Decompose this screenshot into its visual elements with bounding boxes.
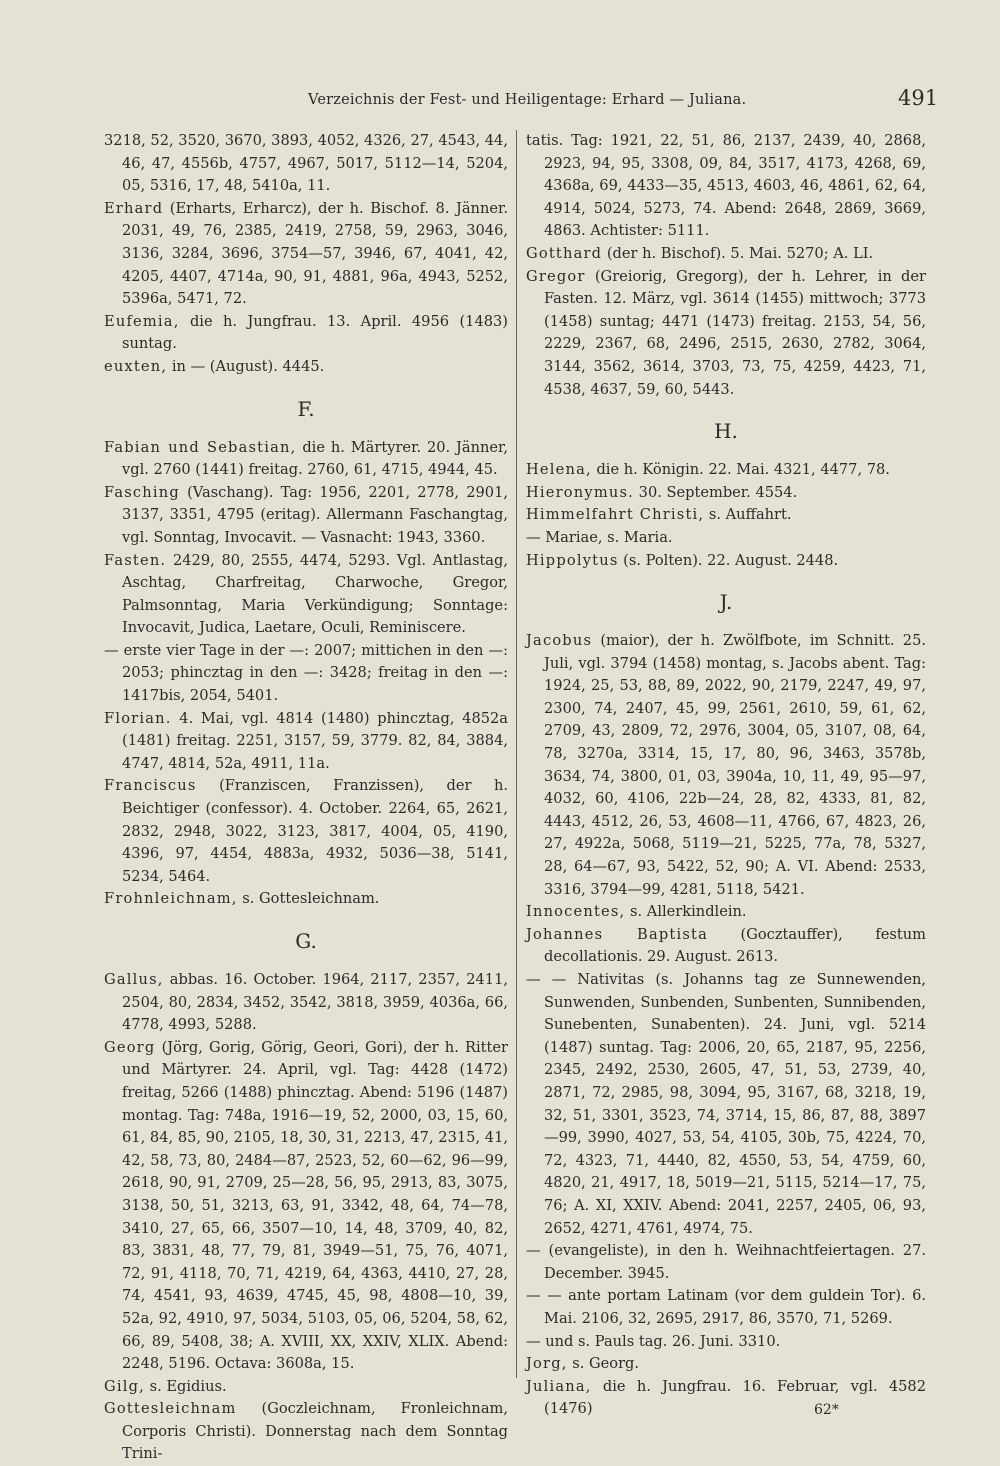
entry-lemma: Gottesleichnam (104, 1400, 237, 1418)
entry-innocentes (526, 901, 926, 924)
entry-text: (Greiorig, Gregorg), der h. Lehrer, in der Fasten. 12. März, vgl. 3614 (1455) mittwoch; 3773 (1458) suntag; 4471 (1473) freitag. 2153, 54, 56, 2229, 2367, 68, 2496, 2515, 2630, 2782, 3064, 3144, 3562, 3614, 3703, 73, 75, 4259, 4423, 71, 4538, 4637, 59, 60, 5443. (544, 267, 926, 398)
entry-evangeliste: — (evangeliste), in den h. Weihnachtfeiertagen. 27. December. 3945. (526, 1242, 926, 1282)
entry-text: (Erharts, Erharcz), der h. Bischof. 8. Jänner. 2031, 49, 76, 2385, 2419, 2758, 59, 2963, 3046, 3136, 3284, 3696, 3754—57, 3946, 67, 4041, 42, 4205, 4407, 4714a, 90, 91, 4881, 96a, 4943, 5252, 5396a, 5471, 72. (122, 199, 508, 308)
entry-gottesleichnam-continuation: tatis. Tag: 1921, 22, 51, 86, 2137, 2439, 40, 2868, 2923, 94, 95, 3308, 09, 84, 3517, 4173, 4268, 69, 4368a, 69, 4433—35, 4513, 4603, 46, 4861, 62, 64, 4914, 5024, 5273, 74. Abend: 2648, 2869, 3669, 4863. Achtister: 5111. (526, 132, 926, 240)
entry-johannes (526, 924, 926, 969)
entry-georg (104, 1037, 508, 1376)
right-column (526, 130, 926, 1421)
section-heading-g: G. (295, 929, 317, 953)
entry-franciscus (104, 775, 508, 888)
entry-pauls: — und s. Pauls tag. 26. Juni. 3310. (526, 1332, 781, 1350)
entry-lemma: Gotthard (526, 244, 603, 262)
entry-erhard (104, 198, 508, 311)
entry-florian (104, 708, 508, 776)
entry-gilg (104, 1376, 508, 1399)
entry-gallus (104, 969, 508, 1037)
entry-euxten (104, 356, 508, 379)
entry-frohnleichnam (104, 888, 508, 911)
running-head: Verzeichnis der Fest- und Heiligentage: Erhard — Juliana. (308, 92, 747, 108)
entry-fabian (104, 437, 508, 482)
entry-helena (526, 459, 926, 482)
entry-hieronymus (526, 482, 926, 505)
entry-lemma: Gilg, (104, 1377, 145, 1395)
entry-text: s. Allerkindlein. (630, 903, 747, 921)
entry-eufemia (104, 311, 508, 356)
entry-gregor (526, 266, 926, 402)
page-number: 491 (898, 86, 939, 110)
entry-fasten (104, 550, 508, 640)
entry-ante-portam: — — ante portam Latinam (vor dem guldein Tor). 6. Mai. 2106, 32, 2695, 2917, 86, 3570, 71, 5269. (526, 1287, 926, 1327)
entry-lemma: Gregor (526, 267, 586, 285)
entry-lemma: Himmelfahrt Christi, (526, 506, 705, 524)
entry-lemma: Innocentes, (526, 903, 626, 921)
entry-text: 30. September. 4554. (638, 483, 798, 501)
entry-text: 2429, 80, 2555, 4474, 5293. Vgl. Antlastag, Aschtag, Charfreitag, Charwoche, Gregor, Palmsonntag, Maria Verkündigung; Sonntage: Invocavit, Judica, Laetare, Oculi, Reminiscere. (122, 551, 508, 637)
entry-lemma: Juliana, (526, 1377, 592, 1395)
entry-lemma: Jorg, (526, 1355, 568, 1373)
entry-lemma: Frohnleichnam, (104, 890, 238, 908)
entry-text: die h. Königin. 22. Mai. 4321, 4477, 78. (596, 461, 890, 479)
entry-text: (Jörg, Gorig, Görig, Geori, Gori), der h. Ritter und Märtyrer. 24. April, vgl. Tag: 4428 (1472) freitag, 5266 (1488) phincztag. Abend: 5196 (1487) montag. Tag: 748a, 1916—19, 52, 2000, 03, 15, 60, 61, 84, 85, 90, 2105, 18, 30, 31, 2213, 47, 2315, 41, 42, 58, 73, 80, 2484—87, 2523, 52, 60—62, 96—99, 2618, 90, 91, 2709, 25—28, 56, 95, 2913, 83, 3075, 3138, 50, 51, 3213, 63, 91, 3342, 48, 64, 74—78, 3410, 27, 65, 66, 3507—10, 14, 48, 3709, 40, 82, 83, 3831, 48, 77, 79, 81, 3949—51, 75, 76, 4071, 72, 91, 4118, 70, 71, 4219, 64, 4363, 4410, 27, 28, 74, 4541, 93, 4639, 4745, 45, 98, 4808—10, 39, 52a, 92, 4910, 97, 5034, 5103, 05, 06, 5204, 58, 62, 66, 89, 5408, 38; A. XVIII, XX, XXIV, XLIX. Abend: 2248, 5196. Octava: 3608a, 15. (122, 1038, 509, 1373)
entry-hippolytus (526, 550, 926, 573)
entry-lemma: Gallus, (104, 971, 164, 988)
entry-lemma: Jacobus (526, 632, 593, 650)
entry-jacobus (526, 630, 926, 901)
entry-fasten-sub: — erste vier Tage in der —: 2007; mittichen in den —: 2053; phincztag in den —: 3428; freitag in den —: 1417bis, 2054, 5401. (104, 641, 508, 705)
entry-himmelfahrt (526, 504, 926, 527)
entry-lemma: Hieronymus. (526, 483, 635, 501)
entry-gottesleichnam (104, 1398, 508, 1466)
entry-jorg (526, 1353, 926, 1376)
entry-text: (der h. Bischof). 5. Mai. 5270; A. LI. (606, 244, 874, 262)
entry-text: die h. Märtyrer. 20. Jänner, vgl. 2760 (1441) freitag. 2760, 61, 4715, 4944, 45. (122, 438, 509, 479)
entry-lemma: Johannes Baptista (526, 925, 708, 943)
entry-text: (s. Polten). 22. August. 2448. (623, 551, 839, 569)
entry-lemma: Helena, (526, 461, 592, 479)
entry-lemma: Fasten. (104, 551, 167, 569)
entry-mariae: — Mariae, s. Maria. (526, 528, 673, 546)
entry-text: (Gocztauffer), festum decollationis. 29. August. 2613. (544, 925, 927, 966)
entry-lemma: Erhard (104, 199, 164, 217)
section-heading-h: H. (714, 419, 738, 444)
entry-text: in — (August). 4445. (171, 357, 325, 375)
entry-lemma: Fasching (104, 483, 180, 501)
entry-lemma: Eufemia, (104, 312, 180, 330)
entry-lemma: Hippolytus (526, 551, 619, 569)
entry-text: (maior), der h. Zwölfbote, im Schnitt. 25. Juli, vgl. 3794 (1458) montag, s. Jacobs abent. Tag: 1924, 25, 53, 88, 89, 2022, 90, 2179, 2247, 49, 97, 2300, 74, 2407, 45, 99, 2561, 2610, 59, 61, 62, 2709, 43, 2809, 72, 2976, 3004, 05, 3107, 08, 64, 78, 3270a, 3314, 15, 17, 80, 96, 3463, 3578b, 3634, 74, 3800, 01, 03, 3904a, 10, 11, 49, 95—97, 4032, 60, 4106, 22b—24, 28, 82, 4333, 81, 82, 4443, 4512, 26, 53, 4608—11, 4766, 67, 4823, 26, 27, 4922a, 5068, 5119—21, 5225, 77a, 78, 5327, 28, 64—67, 93, 5422, 52, 90; A. VI. Abend: 2533, 3316, 3794—99, 4281, 5118, 5421. (544, 632, 927, 898)
entry-juliana (526, 1376, 926, 1421)
entry-text: die h. Jungfrau. 16. Februar, vgl. 4582 (1476) (544, 1377, 926, 1418)
entry-text: (Goczleichnam, Fronleichnam, Corporis Christi). Donnerstag nach dem Sonntag Trini- (122, 1400, 508, 1463)
entry-lemma: euxten, (104, 357, 168, 375)
entry-lemma: Georg (104, 1038, 156, 1056)
signature-mark: 62* (814, 1402, 839, 1418)
entry-text: (Vaschang). Tag: 1956, 2201, 2778, 2901, 3137, 3351, 4795 (eritag). Allermann Faschangtag, vgl. Sonntag, Invocavit. — Vasnacht: 1943, 3360. (122, 483, 508, 546)
entry-lemma: Franciscus (104, 777, 197, 795)
entry-text: s. Gottesleichnam. (242, 890, 380, 908)
entry-text: 4. Mai, vgl. 4814 (1480) phincztag, 4852a (1481) freitag. 2251, 3157, 59, 3779. 82, 84, 3884, 4747, 4814, 52a, 4911, 11a. (122, 709, 509, 772)
entry-text: (Franziscen, Franzissen), der h. Beichtiger (confessor). 4. October. 2264, 65, 2621, 2832, 2948, 3022, 3123, 3817, 4004, 05, 4190, 4396, 97, 4454, 4883a, 4932, 5036—38, 5141, 5234, 5464. (122, 777, 509, 885)
entry-text: s. Auffahrt. (708, 506, 792, 524)
section-heading-f: F. (297, 396, 315, 421)
entry-text: s. Georg. (572, 1355, 640, 1373)
entry-text: s. Egidius. (149, 1377, 227, 1395)
entry-lemma: Fabian und Sebastian, (104, 438, 297, 456)
section-heading-j: J. (719, 590, 733, 615)
entry-text: die h. Jungfrau. 13. April. 4956 (1483) suntag. (122, 312, 508, 353)
entry-text: abbas. 16. October. 1964, 2117, 2357, 2411, 2504, 80, 2834, 3452, 3542, 3818, 3959, 4036a, 66, 4778, 4993, 5288. (122, 971, 508, 1034)
left-column (104, 130, 508, 1466)
entry-nativitas: — — Nativitas (s. Johanns tag ze Sunnewenden, Sunwenden, Sunbenden, Sunbenten, Sunnibenden, Sunebenten, Sunabenten). 24. Juni, vgl. 5214 (1487) suntag. Tag: 2006, 20, 65, 2187, 95, 2256, 2345, 2492, 2530, 2605, 47, 51, 53, 2739, 40, 2871, 72, 2985, 98, 3094, 95, 3167, 68, 3218, 19, 32, 51, 3301, 3523, 74, 3714, 15, 86, 87, 88, 3897—99, 3990, 4027, 53, 54, 4105, 30b, 75, 4224, 70, 72, 4323, 71, 4440, 82, 4550, 53, 54, 4759, 60, 4820, 21, 4917, 18, 5019—21, 5115, 5214—17, 75, 76; A. XI, XXIV. Abend: 2041, 2257, 2405, 06, 93, 2652, 4271, 4761, 4974, 75. (526, 971, 926, 1237)
column-divider (516, 130, 517, 1378)
entry-fasching (104, 482, 508, 550)
entry-gotthard (526, 243, 926, 266)
entry-erhard-continuation: 3218, 52, 3520, 3670, 3893, 4052, 4326, 27, 4543, 44, 46, 47, 4556b, 4757, 4967, 5017, 5112—14, 5204, 05, 5316, 17, 48, 5410a, 11. (104, 132, 508, 195)
entry-lemma: Florian. (104, 709, 172, 727)
